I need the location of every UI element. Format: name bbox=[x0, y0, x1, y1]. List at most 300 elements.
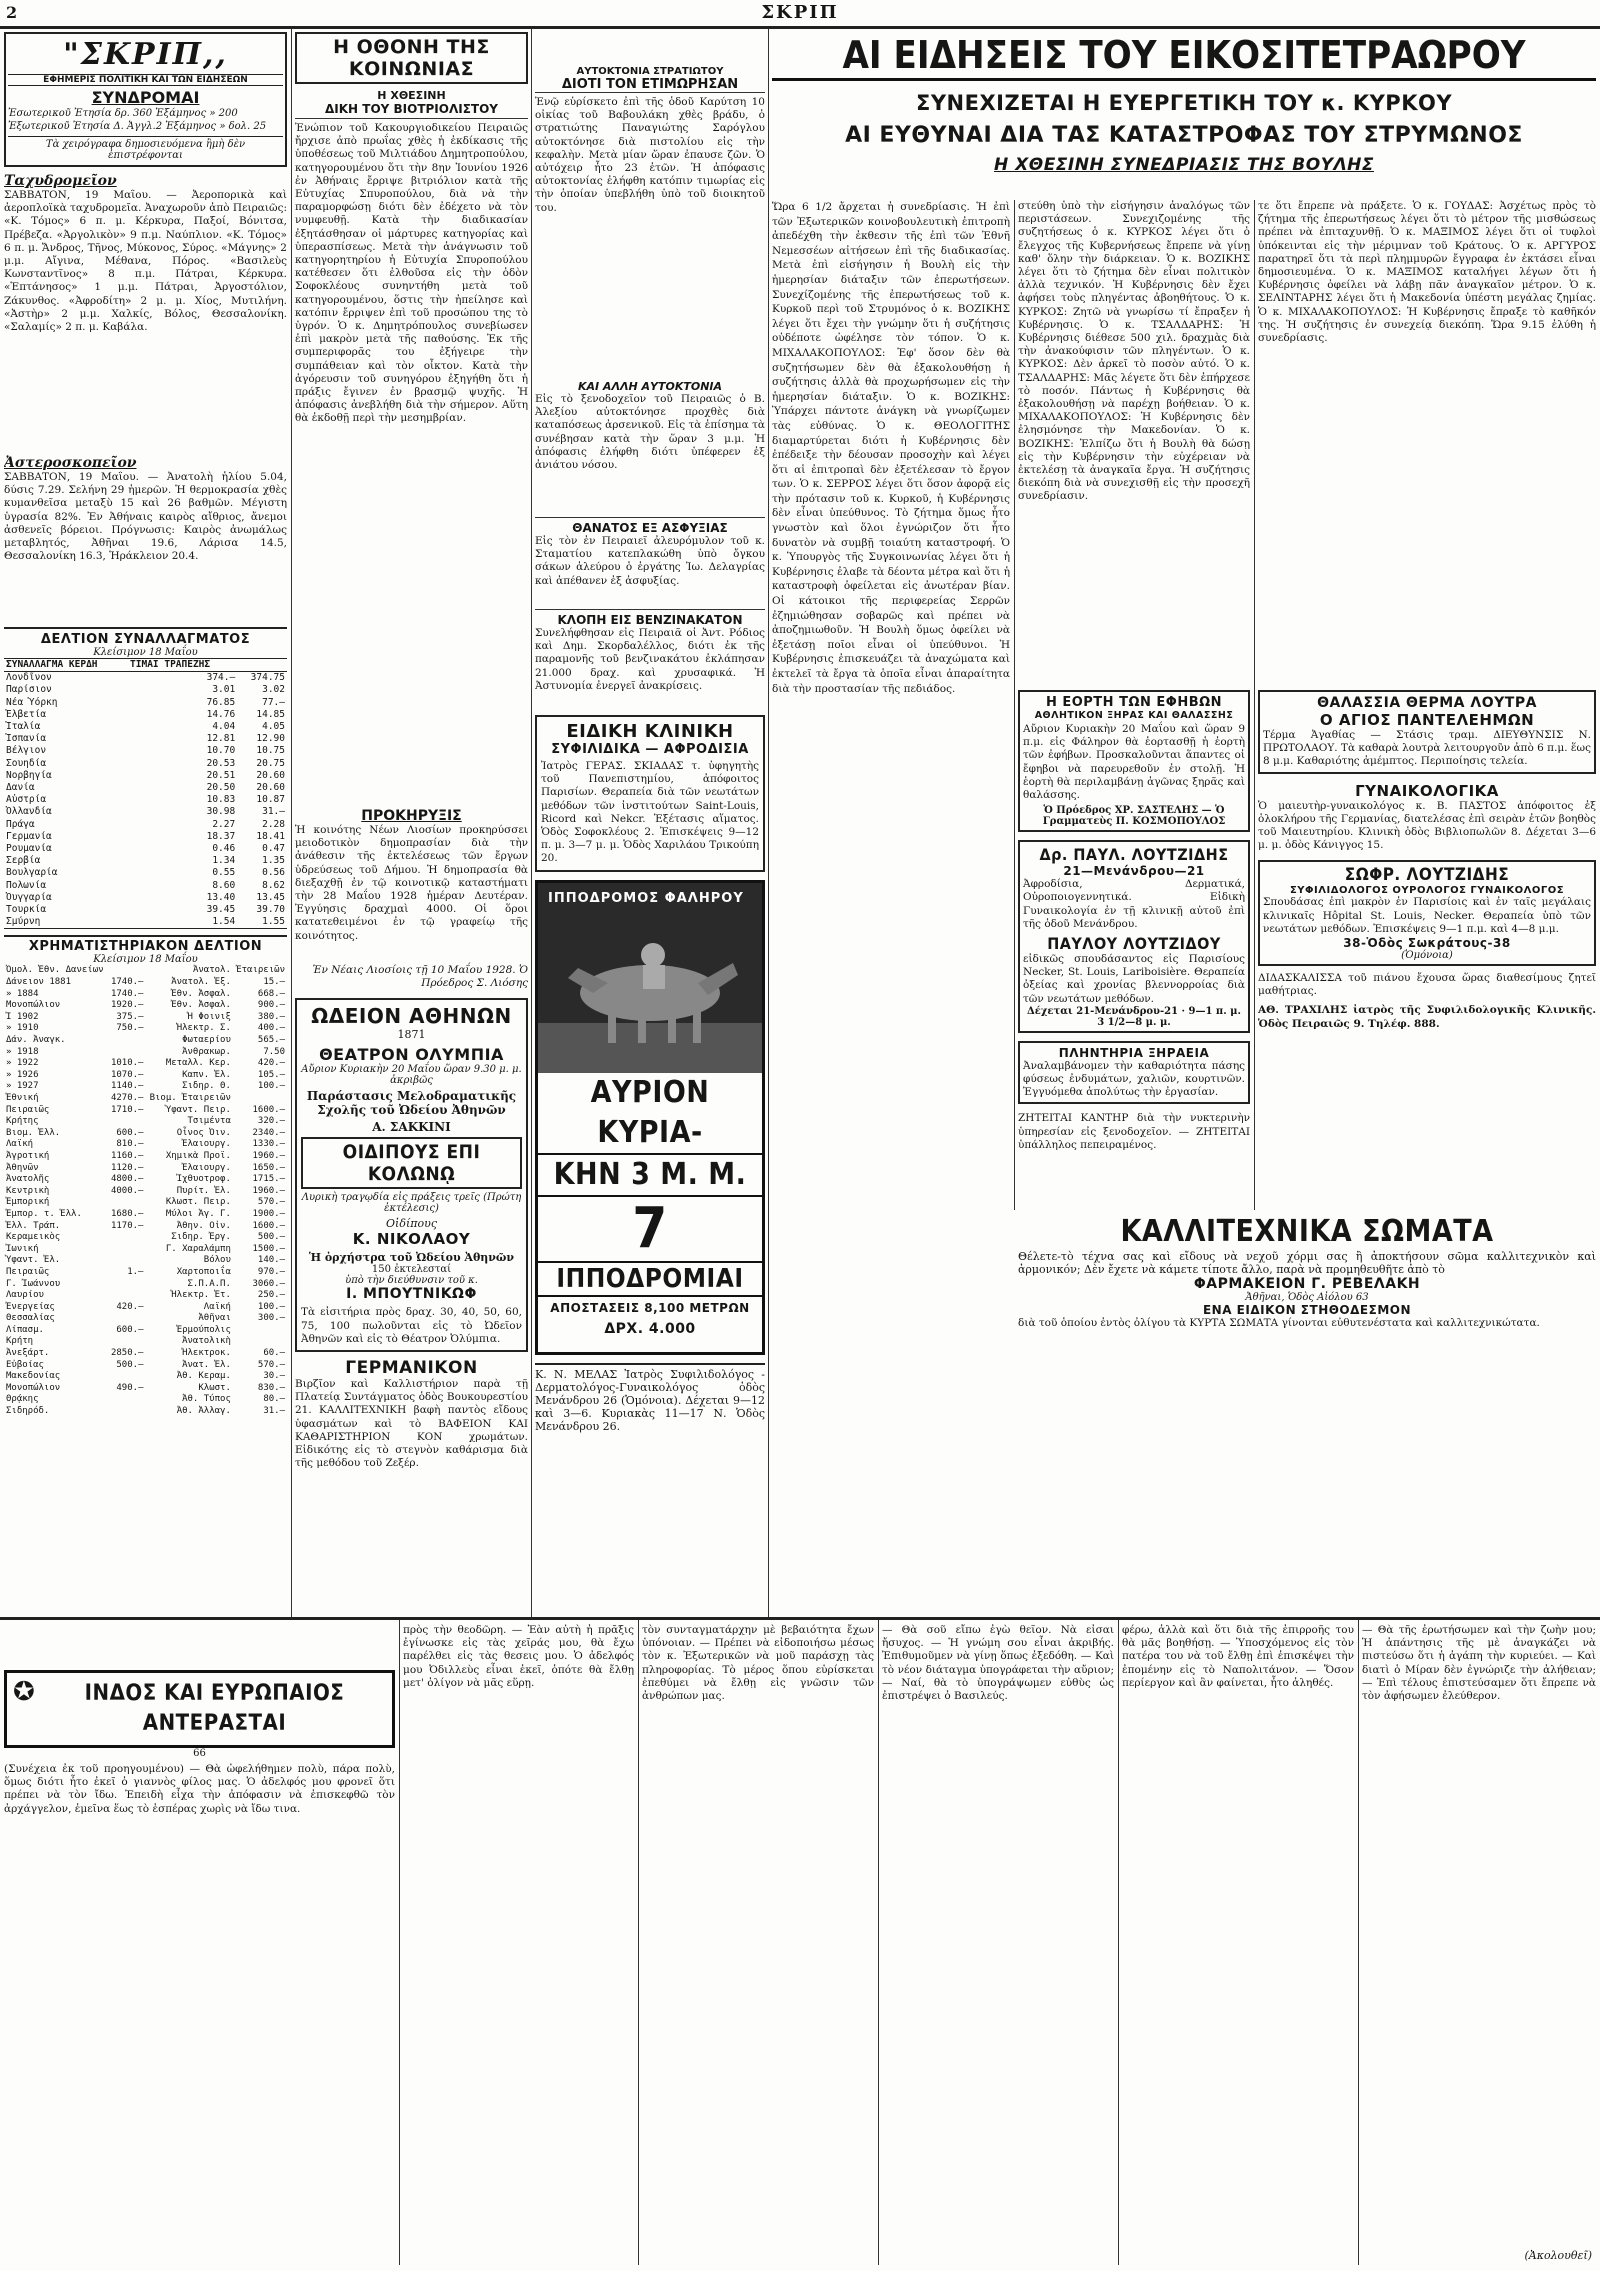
table-cell: 570.— bbox=[257, 1359, 285, 1370]
bourse-row bbox=[4, 1209, 287, 1221]
table-cell: Ἡλεκτρ. Ἐτ. bbox=[171, 1290, 231, 1301]
table-cell: Λαυρίου bbox=[6, 1290, 44, 1301]
logo: "ΣΚΡΙΠ,, bbox=[63, 37, 228, 72]
logo-subtitle: ΕΦΗΜΕΡΙΣ ΠΟΛΙΤΙΚΗ ΚΑΙ ΤΩΝ ΕΙΔΗΣΕΩΝ bbox=[8, 74, 283, 86]
table-cell: Ἰταλία bbox=[6, 721, 41, 733]
table-cell bbox=[108, 1394, 145, 1406]
table-cell bbox=[108, 1244, 145, 1256]
table-cell: 77.— bbox=[262, 696, 285, 708]
race-time: ΚΗΝ 3 Μ. Μ. bbox=[538, 1155, 762, 1197]
table-cell: 1070.— bbox=[110, 1069, 144, 1080]
loutzidis2-title: ΠΑΥΛΟΥ ΛΟΥΤΖΙΔΟΥ bbox=[1047, 934, 1221, 954]
deck-1: ΣΥΝΕΧΙΖΕΤΑΙ Η ΕΥΕΡΓΕΤΙΚΗ ΤΟΥ κ. ΚΥΡΚΟΥ bbox=[915, 91, 1453, 115]
table-cell bbox=[108, 1371, 145, 1383]
sofr-loutzidis-ad bbox=[1258, 860, 1596, 966]
table-cell: Σιδηρόδ. bbox=[6, 1406, 50, 1417]
table-cell: Ἐρμούπολις bbox=[176, 1324, 231, 1335]
table-cell: 12.81 bbox=[206, 733, 236, 745]
table-cell: 4270.— bbox=[110, 1093, 144, 1103]
table-cell bbox=[233, 1093, 287, 1105]
loutzidis2-hours: Δέχεται 21-Μενάνδρου-21 · 9—1 π. μ. 3 1/2—8 μ. μ. bbox=[1027, 1005, 1241, 1028]
table-cell: 420.— bbox=[116, 1301, 144, 1312]
article-kicker: Η ΧΘΕΣΙΝΗ bbox=[377, 89, 446, 102]
table-cell: Καπν. Ἐλ. bbox=[182, 1069, 231, 1080]
column-news bbox=[535, 32, 765, 1614]
serial-banner bbox=[4, 1670, 395, 1748]
table-cell: Δάνειον 1881 bbox=[6, 977, 72, 988]
german-text: Βιρζῖον καὶ Καλλιστήριον παρὰ τῇ Πλατείᾳ Συντάγματος ὁδὸς Βουκουρεστίου 21. ΚΑΛΛΙΤΕΧΝΙΚΗ βαφὴ παντὸς εἴδους ὑφασμάτων καὶ τὸ ΒΑΦΕΙΟΝ ΚΑΙ ΚΑΘΑΡΙΣΤΗΡΙΟΝ ΚΟΝ χρωμάτων. Εἰδικότης εἰς τὸ στεγνὸν καθάρισμα διὰ τῆς μεθόδου τοῦ Ζεξέρ. bbox=[295, 1378, 528, 1470]
section-banner bbox=[295, 32, 528, 84]
serial-number: 66 bbox=[193, 1748, 206, 1759]
table-cell: Σιδηρ. Ἐργ. bbox=[171, 1232, 231, 1243]
table-cell: Μακεδονίας bbox=[6, 1371, 61, 1382]
serial-col-6 bbox=[1362, 1624, 1596, 2266]
table-cell: 105.— bbox=[257, 1069, 285, 1080]
table-cell: Ἀθ. Ἀλλαγ. bbox=[176, 1406, 231, 1417]
table-cell: Κεντρικὴ bbox=[6, 1185, 50, 1196]
race-prize: ΔΡΧ. 4.000 bbox=[604, 1320, 696, 1337]
table-cell: 1710.— bbox=[110, 1104, 144, 1115]
corsets-text: Θέλετε-τὸ τέχνα σας καὶ εἴδους νὰ νεχοῦ χόρμι σας ἢ ἀποκτήσουν σῶμα καλλιτεχνικὸν καὶ ἀρμονικόν; Δὲν ἔχετε νὰ κάμετε τίποτε ἄλλο, παρὰ νὰ προμηθευθῆτε ἀπὸ τὸ bbox=[1018, 1250, 1596, 1277]
table-cell: 1.— bbox=[127, 1266, 144, 1277]
table-header-cell: ΣΥΝΑΛΛΑΓΜΑ ΚΕΡΔΗ bbox=[4, 659, 128, 672]
table-cell: 2.28 bbox=[262, 818, 285, 830]
sofr-loutzidis-note: (Ὁμόνοια) bbox=[1401, 950, 1453, 962]
table-cell: Οἶνος Ὀιν. bbox=[176, 1127, 231, 1138]
article-body: Εἰς τὸ ξενοδοχεῖον τοῦ Πειραιῶς ὁ Β. Ἀλεξίου αὐτοκτόνησε προχθὲς διὰ καταπόσεως ἀρσενικοῦ. Εἰς τὰ ἐπίσημα τὰ συνέβησαν κατὰ τὴν ὥραν 3 μ.μ. Ἡ ἀπόφασις ἐλήφθη διότι ὑπέφερεν ἐξ ἀνιάτου νόσου. bbox=[535, 393, 765, 472]
astro-text: ΣΑΒΒΑΤΟΝ, 19 Μαΐου. — Ἀνατολὴ ἡλίου 5.04, δύσις 7.29. Σελήνη 29 ἡμερῶν. Ἡ θερμοκρασία χθὲς κυμανθεῖσα μεταξὺ 15 καὶ 26 βαθμῶν. Μέγιστη ὑγρασία 82%. Ἐν Ἀθήναις καιρὸς αἴθριος, ἄνεμοι ἀσθενεῖς βόρειοι. Πρόγνωσις: Καιρὸς ἀνωμάλως μεταβλητός, Ἀθῆναι 19.6, Λάρισα 14.5, Θεσσαλονίκη 16.3, Ἡράκλειον 20.4. bbox=[4, 471, 287, 563]
bourse-title: ΧΡΗΜΑΤΙΣΤΗΡΙΑΚΟΝ ΔΕΛΤΙΟΝ bbox=[4, 935, 287, 954]
table-cell: 12.90 bbox=[256, 733, 285, 745]
bourse-row bbox=[4, 1244, 287, 1256]
serial-col-2 bbox=[403, 1624, 634, 2266]
bourse-row bbox=[4, 1012, 287, 1024]
table-cell: Ἐμπορ. τ. Ἑλλ. bbox=[6, 1208, 82, 1219]
table-cell: Νορβηγία bbox=[6, 769, 52, 781]
table-cell: 18.41 bbox=[256, 830, 285, 842]
table-cell: 1715.— bbox=[252, 1174, 285, 1185]
cleaning-text: Ἀναλαμβάνομεν τὴν καθαριότητα πάσης φύσεως ἐνδυμάτων, χαλιῶν, κουρτινῶν. Ἐγγυόμεθα ἀπολύτως τὴν ἐργασίαν. bbox=[1023, 1059, 1245, 1099]
table-cell: 500.— bbox=[116, 1359, 144, 1370]
ephebes-title: Η ΕΟΡΤΗ ΤΩΝ ΕΦΗΒΩΝ bbox=[1045, 695, 1223, 710]
table-cell: 18.37 bbox=[206, 830, 236, 842]
baths-title: ΘΑΛΑΣΣΙΑ ΘΕΡΜΑ ΛΟΥΤΡΑ bbox=[1317, 695, 1537, 711]
table-cell: 830.— bbox=[257, 1382, 285, 1393]
table-cell: Βιομ. Ἑλλ. bbox=[6, 1127, 61, 1138]
table-cell: Βέλγιον bbox=[6, 745, 47, 757]
doctor-trachilis-ad: ΑΘ. ΤΡΑΧΙΛΗΣ ἰατρὸς τῆς Συφιλιδολογικῆς Κλινικῆς. Ὁδὸς Πειραιῶς 9. Τηλέφ. 888. bbox=[1258, 1004, 1596, 1030]
table-cell bbox=[108, 1255, 145, 1267]
table-cell: 1600.— bbox=[252, 1220, 285, 1231]
notice-title: ΠΡΟΚΗΡΥΞΙΣ bbox=[361, 808, 462, 824]
opera-singer: Κ. ΝΙΚΟΛΑΟΥ bbox=[352, 1230, 471, 1249]
table-cell: 750.— bbox=[116, 1023, 144, 1034]
table-cell: 31.— bbox=[262, 806, 285, 818]
fx-row bbox=[4, 684, 287, 696]
table-cell: 1650.— bbox=[252, 1162, 285, 1173]
choir: 150 ἐκτελεσταί bbox=[371, 1264, 452, 1276]
fx-row bbox=[4, 855, 287, 867]
bourse-row bbox=[4, 1139, 287, 1151]
fx-row bbox=[4, 867, 287, 879]
table-cell: Ἀθ. Τύπος bbox=[182, 1394, 231, 1405]
notice-body: Ἡ κοινότης Νέων Λιοσίων προκηρύσσει μειοδοτικὸν δημοπρασίαν διὰ τὴν ἀνάθεσιν τῆς ἐκτελέσεως τῶν ἔργων ὑδρεύσεως τοῦ Δήμου. Ἡ δημοπρασία θὰ διεξαχθῇ ἐν τῷ κοινοτικῷ καταστήματι τὴν 28 Μαΐου 1928 ἡμέραν Δευτέραν. Ἐγγύησις δραχμαὶ 4000. Οἱ ὅροι κατατεθειμένοι ἐν τῷ γραφείῳ τῆς κοινότητος. bbox=[295, 824, 528, 942]
serial-text: — Θὰ τῆς ἐρωτήσωμεν καὶ τὴν ζωὴν μου; Ἡ ἀπάντησις τῆς μὲ ἀναγκάζει νὰ πιστεύσω ὅτι ἡ ἀγάπη τὴν κυριεύει. — Καὶ διατὶ ὁ Μίραν δὲν ἐγνώριζε τὴν ἀλήθειαν; — Ἐπὶ τέλους ἐπιστεύσαμεν ὅτι ἔπρεπε νὰ τὸν ἀφήσωμεν ἐλεύθερον. bbox=[1362, 1624, 1596, 1703]
table-cell: 100.— bbox=[257, 1081, 285, 1092]
parliament-text: Ὥρα 6 1/2 ἄρχεται ἡ συνεδρίασις. Ἡ ἐπὶ τῶν Ἐξωτερικῶν κοινοβουλευτικὴ ἐπιτροπὴ ἀπεδέχθη τὴν ἐκθεσιν τῆς ἐπὶ τῶν Ἐθνῆ Νεμεσσέων αἰτήσεων ἐπὶ τῆς διαδικασίας. Μετὰ ἐπὶ εἰσήγησιν ἡ Βουλὴ εἰς τὴν ἡμερησίαν διάταξιν τῶν ἐπερωτήσεων. Συνεχίζομένης τῆς ἐπερωτήσεως τοῦ κ. Κυρκοῦ περὶ τοῦ Στρυμόνος ὁ κ. ΒΟΖΙΚΗΣ λέγει ὅτι ἔχει τὴν γνώμην ὅτι ἡ συζήτησις οὐδέποτε ὠφέλησε τὸν τόπον. Ὁ κ. ΜΙΧΑΛΑΚΟΠΟΥΛΟΣ: Ἐφ' ὅσον δὲν θὰ συζητήσωμεν δὲν θὰ ἐξακολουθήσῃ ἡ συζήτησις ἀλλὰ θὰ προχωρήσωμεν εἰς τὴν ἡμερησίαν διάταξιν. Ὁ κ. ΒΟΖΙΚΗΣ: Ὑπάρχει πάντοτε ἀνάγκη νὰ γνωρίζωμεν τὰς εὐθύνας. Ὁ κ. ΘΕΟΛΟΓΙΤΗΣ διαμαρτύρεται διότι ἡ Κυβέρνησις δὲν ἐπέδειξε τὴν δέουσαν προσοχὴν καὶ λέγει ὅτι αἱ ἐπιτροπαὶ δὲν ἐξετέλεσαν τὸ ἔργον των. Ὁ κ. ΣΕΡΡΟΣ λέγει ὅτι ὅσον ἀφορᾷ εἰς τὴν πρότασιν τοῦ κ. Κυρκοῦ, ἡ Κυβέρνησις δὲν εἶναι ὑπεύθυνος. Τὸ ζήτημα ὅμως ἦτο γνωστὸν καὶ ὅλοι ἐγνώριζον ὅτι ἦτο δυνατὸν νὰ συμβῇ τοιαύτη καταστροφή. Ὁ κ. Ὑπουργὸς τῆς Συγκοινωνίας λέγει ὅτι ἡ Κυβέρνησις ἐλαβε τὰ δέοντα μέτρα καὶ ὅτι ἡ καταστροφὴ ὀφείλεται εἰς ἀνωτέραν βίαν. Οἱ κάτοικοι τῆς περιφερείας Σερρῶν ἐζημιώθησαν σοβαρῶς καὶ πρέπει νὰ ἀποζημιωθοῦν. Ἡ Βουλὴ ὅμως ὀφείλει νὰ ἐξετάσῃ ποῖοι εἶναι οἱ ὑπεύθυνοι. Ἡ Κυβέρνησις ἐπισκευάζει τὰ ἀναχώματα καὶ ἐκτελεῖ τὰ ἔργα τὰ ὁποῖα εἶναι ἀπαραίτητα διὰ τὴν προστασίαν τῆς πεδιάδος. bbox=[772, 201, 1010, 695]
table-cell: 668.— bbox=[257, 988, 285, 999]
fx-row bbox=[4, 697, 287, 709]
serial-text: πρὸς τὴν θεοδῶρη. — Ἐὰν αὐτὴ ἡ πρᾶξις ἐγίνωσκε εἰς τὰς χεῖράς μου, θὰ ἔχω παρέλθει εἰς τὰς θεσεις μου. Ὁ ἀδελφός μου Ὀδιλλεὺς εἶναι ἐκεῖ, ὁπότε θὰ ἔλθῃ μετ' ὀλίγον νὰ μᾶς εὕρῃ. bbox=[403, 1624, 634, 1689]
table-cell: 250.— bbox=[257, 1290, 285, 1301]
table-cell: 10.87 bbox=[256, 794, 285, 806]
bourse-row bbox=[4, 1255, 287, 1267]
bourse-table bbox=[4, 965, 287, 1417]
article-title: ΘΑΝΑΤΟΣ ΕΞ ΑΣΦΥΞΙΑΣ bbox=[535, 517, 765, 535]
bourse-row bbox=[4, 1116, 287, 1128]
table-cell: 1160.— bbox=[110, 1150, 144, 1161]
fx-row bbox=[4, 892, 287, 904]
table-cell: Ἰχθυοτροφ. bbox=[176, 1174, 231, 1185]
table-cell: Κλωστ. Πειρ. bbox=[165, 1197, 231, 1208]
table-cell: 10.83 bbox=[206, 794, 236, 806]
table-cell: Κρήτη bbox=[6, 1336, 34, 1347]
table-cell: 374.75 bbox=[250, 672, 285, 684]
article-body: Ἐνῷ εὑρίσκετο ἐπὶ τῆς ὁδοῦ Καρύτση 10 οἰκίας τοῦ Βαβουλάκη χθὲς βράδυ, ὁ στρατιώτης Παναγιώτης Σαρόγλου αὐτοκτόνησε διὰ πιστολίου εἰς τὴν κεφαλὴν. Μετὰ μίαν ὥραν ἐπαυσε ζῶν. Ὁ αὐτόχειρ ἦτο 23 ἐτῶν. Ἡ ἀπόφασις αὐτοκτονίας ἐλήφθη κατόπιν τιμωρίας εἰς τὴν ὁποίαν ὑπεβλήθη ὑπὸ τοῦ διοικητοῦ του. bbox=[535, 96, 765, 214]
table-cell: Ὀυγγαρία bbox=[6, 891, 52, 903]
table-cell: » 1918 bbox=[6, 1046, 39, 1057]
opera-role: Οἰδίπους bbox=[386, 1217, 437, 1231]
table-cell: Ἰωνική bbox=[6, 1243, 39, 1254]
table-cell: Φωταερίου bbox=[182, 1035, 231, 1046]
table-cell: Βόλου bbox=[203, 1255, 231, 1266]
table-cell bbox=[108, 1406, 145, 1418]
table-cell: Νέα Ὑόρκη bbox=[6, 696, 58, 708]
deck-2: ΑΙ ΕΥΘΥΝΑΙ ΔΙΑ ΤΑΣ ΚΑΤΑΣΤΡΟΦΑΣ ΤΟΥ ΣΤΡΥΜΩΝΟΣ bbox=[845, 123, 1523, 148]
table-cell: 31.— bbox=[263, 1406, 285, 1417]
manuscripts-note: Τὰ χειρόγραφα δημοσιευόμενα ἢμὴ δὲν ἐπιστρέφονται bbox=[8, 136, 283, 161]
sidebar bbox=[4, 32, 287, 1614]
fx-row bbox=[4, 819, 287, 831]
clinic-sub: ΣΥΦΙΛΙΔΙΚΑ — ΑΦΡΟΔΙΣΙΑ bbox=[551, 742, 749, 757]
race-races: ΙΠΠΟΔΡΟΜΙΑΙ bbox=[538, 1261, 762, 1297]
opera-title: ΟΙΔΙΠΟΥΣ ΕΠΙ ΚΟΛΩΝῼ bbox=[301, 1137, 522, 1189]
table-cell: Σιδηρ. Θ. bbox=[182, 1081, 231, 1092]
table-cell: Θεσσαλίας bbox=[6, 1313, 55, 1324]
fx-row bbox=[4, 733, 287, 745]
table-cell: Μονοπώλιον bbox=[6, 1382, 61, 1393]
bourse-row bbox=[4, 989, 287, 1001]
fx-table bbox=[4, 658, 287, 929]
wanted-ad: ΖΗΤΕΙΤΑΙ ΚΑΝΤΗΡ διὰ τὴν νυκτερινὴν ὑπηρεσίαν εἰς ξενοδοχεῖον. — ΖΗΤΕΙΤΑΙ ὑπάλληλος πεπειραμένος. bbox=[1018, 1112, 1250, 1151]
table-cell: Παρίσιον bbox=[6, 684, 52, 696]
astro-title: Ἀστεροσκοπεῖον bbox=[4, 455, 137, 471]
bourse-row bbox=[4, 965, 287, 977]
fx-row bbox=[4, 806, 287, 818]
gyn-text: Ὁ μαιευτὴρ-γυναικολόγος κ. Β. ΠΑΣΤΟΣ ἀπόφοιτος ἐξ ὁλοκλήρου τῆς Γερμανίας, διατελέσας ἐπὶ σειρὰν ἐτῶν βοηθὸς τοῦ Μαιευτηρίου. Κλινικὴ ὁδὸς Βιβλιοπωλῶν 8. Δέχεται 3—6 μ. μ. ὁδὸς Κάνιγγος 15. bbox=[1258, 799, 1596, 852]
table-cell: 565.— bbox=[257, 1035, 285, 1046]
table-cell: Ἀνατολ. bbox=[192, 965, 231, 976]
table-cell: 20.53 bbox=[206, 757, 236, 769]
table-cell: Τσιμέντα bbox=[187, 1116, 231, 1127]
table-cell: Ἀθ. Κεραμ. bbox=[176, 1371, 231, 1382]
table-cell: Ἀθην. Οἰν. bbox=[176, 1220, 231, 1231]
table-cell: Ἀνατολικὴ bbox=[182, 1336, 231, 1347]
odeion-title: ΩΔΕΙΟΝ ΑΘΗΝΩΝ bbox=[311, 1004, 512, 1029]
table-cell: Κλωστ. bbox=[198, 1382, 231, 1393]
table-cell: Γ. Χαραλάμπη bbox=[165, 1243, 231, 1254]
clinic-ad bbox=[535, 715, 765, 872]
table-cell: Ἑλλ. Τράπ. bbox=[6, 1220, 61, 1231]
bourse-row bbox=[4, 1151, 287, 1163]
table-cell bbox=[108, 1313, 145, 1325]
perf-desc: Παράστασις Μελοδραματικῆς Σχολῆς τοῦ Ὠδείου Ἀθηνῶν bbox=[306, 1089, 517, 1118]
table-cell: Τουρκία bbox=[6, 904, 47, 916]
table-cell: Ἀνατολ. Ἐξ. bbox=[171, 977, 231, 988]
table-cell: Ἐθνική bbox=[6, 1093, 39, 1103]
table-cell: 1740.— bbox=[110, 977, 144, 988]
bourse-row bbox=[4, 1336, 287, 1348]
odeion-year: 1871 bbox=[397, 1028, 426, 1042]
serial-title: ΙΝΔΟΣ ΚΑΙ ΕΥΡΩΠΑΙΟΣ ΑΝΤΕΡΑΣΤΑΙ bbox=[84, 1681, 345, 1736]
bourse-row bbox=[4, 1232, 287, 1244]
table-cell: Σερβία bbox=[6, 855, 41, 867]
bourse-row bbox=[4, 1047, 287, 1059]
table-cell: 1330.— bbox=[252, 1139, 285, 1150]
lessons-ad: ΔΙΔΑΣΚΑΛΙΣΣΑ τοῦ πιάνου ἔχουσα ὥρας διαθεσίμους ζητεῖ μαθήτριας. bbox=[1258, 972, 1596, 998]
table-cell: Μεταλλ. Κερ. bbox=[165, 1058, 231, 1069]
table-cell: 375.— bbox=[116, 1011, 144, 1022]
table-cell: 1.54 bbox=[212, 916, 236, 928]
table-cell bbox=[108, 1116, 145, 1128]
table-cell: 14.76 bbox=[206, 708, 236, 720]
race-illustration bbox=[538, 883, 762, 1073]
bourse-row bbox=[4, 1371, 287, 1383]
table-cell: Ἰ 1902 bbox=[6, 1011, 39, 1022]
table-cell: 7.50 bbox=[263, 1046, 285, 1057]
bourse-row bbox=[4, 1290, 287, 1302]
table-cell: 4000.— bbox=[110, 1185, 144, 1196]
table-cell: 0.55 bbox=[212, 867, 236, 879]
table-cell: 380.— bbox=[257, 1011, 285, 1022]
table-header-cell bbox=[237, 659, 287, 672]
star-icon: ✪ bbox=[13, 1677, 35, 1707]
fx-row bbox=[4, 843, 287, 855]
table-cell: 2850.— bbox=[110, 1348, 144, 1359]
table-cell: 14.85 bbox=[256, 708, 285, 720]
table-cell: » 1926 bbox=[6, 1069, 39, 1080]
main-col-c bbox=[1258, 200, 1596, 1210]
table-cell: 3.02 bbox=[262, 684, 285, 696]
baths-text: Τέρμα Ἀγαθίας — Στάσις τραμ. ΔΙΕΥΘΥΝΣΙΣ Ν. ΠΡΩΤΟΛΑΟΥ. Τὰ καθαρὰ λουτρὰ λειτουργοῦν ἀπὸ 6 π.μ. ἕως 8 μ.μ. Καθαριότης ἀμέμπτος. Περιποίησις τελεία. bbox=[1263, 729, 1591, 768]
bourse-row bbox=[4, 1035, 287, 1047]
table-cell: 3060.— bbox=[252, 1278, 285, 1289]
baths-name: Ο ΑΓΙΟΣ ΠΑΝΤΕΛΕΗΜΩΝ bbox=[1319, 711, 1535, 729]
table-cell: Δάν. Ἀναγκ. bbox=[6, 1035, 66, 1046]
table-cell: Ἐθν. Ἀσφαλ. bbox=[171, 988, 231, 999]
table-cell: Αὐστρία bbox=[6, 794, 47, 806]
table-cell: Ὀμολ. Ἐθν. Δανείων bbox=[6, 965, 104, 976]
table-cell: Ἡλεκτρ. Σ. bbox=[176, 1023, 231, 1034]
bourse-row bbox=[4, 1383, 287, 1395]
article-body: Εἰς τὸν ἐν Πειραιεῖ ἀλευρόμυλον τοῦ κ. Σταματίου κατεπλακώθη ὑπὸ ὄγκου σάκων ἀλεύρου ὁ ἐργάτης Ἰω. Δελαγρίας καὶ ἀπέθανεν ἐξ ἀσφυξίας. bbox=[535, 535, 765, 587]
table-cell: » 1910 bbox=[6, 1023, 39, 1034]
composer: Α. ΣΑΚΚΙΝΙ bbox=[372, 1120, 451, 1135]
main-col-b bbox=[1018, 200, 1250, 1210]
table-cell bbox=[108, 1336, 145, 1348]
table-cell: Ἐθν. Ἀσφαλ. bbox=[171, 1000, 231, 1011]
table-cell: 1170.— bbox=[110, 1220, 144, 1231]
bourse-date: Κλείσιμον 18 Μαΐου bbox=[93, 954, 198, 966]
table-cell: Βιομ. Ἐταιρειῶν bbox=[149, 1093, 231, 1103]
clinic-text: Ἰατρὸς ΓΕΡΑΣ. ΣΚΙΑΔΑΣ τ. ὑφηγητὴς τοῦ Πανεπιστημίου, ἀπόφοιτος Παρισίων. Θεραπεία διὰ τῶν νεωτάτων μεθόδων τῶν ἰνστιτούτων Saint-Louis, Ricord καὶ Nekcr. Ἐξέτασις αἵματος. Ὁδὸς Σοφοκλέους 2. Ἐπισκέψεις 9—12 π. μ. 3—7 μ. μ. Ὁδὸς Χαριλάου Τρικούπη 20. bbox=[541, 760, 759, 865]
table-cell: Πειραιῶς bbox=[6, 1104, 50, 1115]
table-cell: 900.— bbox=[257, 1000, 285, 1011]
serial-col-5 bbox=[1122, 1624, 1354, 2266]
main-headline-block bbox=[772, 32, 1596, 200]
doctor-ad: Κ. Ν. ΜΕΛΑΣ Ἰατρὸς Συφιλιδολόγος - Δερματολόγος-Γυναικολόγος ὁδὸς Μενάνδρου 26 (Ὁμόνοια). Δέχεται 9—12 καὶ 3—6. Κυριακὰς 11—17 Ν. Ὁδὸς Μενάνδρου 26. bbox=[535, 1363, 765, 1434]
bourse-row bbox=[4, 1221, 287, 1233]
table-cell bbox=[108, 1035, 145, 1047]
opera-sub: Λυρικὴ τραγῳδία εἰς πράξεις τρεῖς (Πρώτη ἐκτέλεσις) bbox=[301, 1192, 522, 1215]
table-cell: Λίπασμ. bbox=[6, 1324, 44, 1335]
table-cell: 13.45 bbox=[256, 891, 285, 903]
article-title: ΚΑΙ ΑΛΛΗ ΑΥΤΟΚΤΟΝΙΑ bbox=[577, 380, 723, 393]
table-cell: 15.— bbox=[263, 977, 285, 988]
table-cell: Εὐβοίας bbox=[6, 1359, 44, 1370]
bourse-row bbox=[4, 1023, 287, 1035]
ephebes-text: Αὔριον Κυριακὴν 20 Μαΐου καὶ ὥραν 9 π.μ. εἰς Φάληρον θὰ ἑορτασθῇ ἡ ἑορτὴ τῶν ἐφήβων. Προσκαλοῦνται ἅπαντες οἱ ἔφηβοι νὰ παρευρεθοῦν ἐν στολῇ. Ἡ ἑορτὴ θὰ περιλαμβάνῃ ἀγῶνας ξηρᾶς καὶ θαλάσσης. bbox=[1023, 723, 1245, 802]
table-cell: » 1922 bbox=[6, 1058, 39, 1069]
conductor-label: ὑπὸ τὴν διεύθυνσιν τοῦ κ. bbox=[345, 1275, 478, 1287]
table-cell: 320.— bbox=[257, 1116, 285, 1127]
article-title: ΔΙΟΤΙ ΤΟΝ ΕΤΙΜΩΡΗΣΑΝ bbox=[535, 77, 765, 93]
column-society bbox=[295, 32, 528, 1614]
fx-row bbox=[4, 770, 287, 782]
page-number: 2 bbox=[6, 3, 18, 22]
subscriptions-row: Ἐξωτερικοῦ Ἐτησία Δ. Ἀγγλ.2 Ἑξάμηνος » δολ. 25 bbox=[8, 121, 267, 132]
corsets-title: ΚΑΛΛΙΤΕΧΝΙΚΑ ΣΩΜΑΤΑ bbox=[1120, 1214, 1494, 1249]
table-cell: 4.05 bbox=[262, 721, 285, 733]
bourse-row bbox=[4, 1174, 287, 1186]
sofr-loutzidis-sub: ΣΥΦΙΛΙΔΟΛΟΓΟΣ ΟΥΡΟΛΟΓΟΣ ΓΥΝΑΙΚΟΛΟΓΟΣ bbox=[1289, 885, 1565, 897]
table-cell: Ἀνεξάρτ. bbox=[6, 1348, 50, 1359]
fx-row bbox=[4, 831, 287, 843]
serial-text: (Συνέχεια ἐκ τοῦ προηγουμένου) — Θὰ ὠφελήθημεν πολὺ, πάρα πολὺ, ὅμως διότι ἦτο ἐκεῖ ὁ γιαννὸς φίλος μας. Ὁ ἀδελφός μου φρονεῖ ὅτι πρέπει νὰ τὸν ἴδω. Ἐπειδὴ εἶχα τὴν ἀπόφασιν νὰ ἐπισκεφθῶ τὸν ἀρχάγγελον, ἐμεῖνα ἕως τὸ ἑσπέρας χωρὶς νὰ ἴδω τινα. bbox=[4, 1763, 395, 1815]
table-cell: 1740.— bbox=[110, 988, 144, 999]
table-cell: 374.— bbox=[206, 672, 236, 684]
bourse-row bbox=[4, 1302, 287, 1314]
logo-box bbox=[4, 32, 287, 167]
table-cell: 1960.— bbox=[252, 1185, 285, 1196]
table-cell: Ρουμανία bbox=[6, 843, 52, 855]
deck-3: Η ΧΘΕΣΙΝΗ ΣΥΝΕΔΡΙΑΣΙΣ ΤΗΣ ΒΟΥΛΗΣ bbox=[993, 155, 1375, 175]
fx-date: Κλείσιμον 18 Μαΐου bbox=[93, 647, 198, 658]
table-cell: Σμύρνη bbox=[6, 916, 41, 928]
corsets-addr: Ἀθῆναι, Ὁδὸς Αἰόλου 63 bbox=[1245, 1292, 1369, 1304]
bourse-row bbox=[4, 1313, 287, 1325]
table-cell: Ἐλαιουργ. bbox=[182, 1162, 231, 1173]
loutzidis-addr: 21—Μενάνδρου—21 bbox=[1063, 864, 1205, 879]
article-body: Συνελήφθησαν εἰς Πειραιᾶ οἱ Ἀντ. Ρόδιος καὶ Δημ. Σκορδαλέλλος, διότι ἐκ τῆς παραμονῆς τοῦ βενζινακάτου ἐκλάπησαν 21.000 δραχ. καὶ χρυσαφικά. Ἡ Ἀστυνομία ἐνεργεῖ ἀνακρίσεις. bbox=[535, 627, 765, 692]
table-cell: 0.56 bbox=[262, 867, 285, 879]
race-count: 7 bbox=[632, 1195, 668, 1261]
table-cell: Ἀνατολῆς bbox=[6, 1174, 50, 1185]
table-cell: Ὀλλανδία bbox=[6, 806, 52, 818]
table-cell bbox=[108, 1290, 145, 1302]
bourse-row bbox=[4, 1093, 287, 1105]
ephebes-sign: Ὁ Πρόεδρος ΧΡ. ΣΑΣΤΕΛΗΣ — Ὁ Γραμματεὺς Π. ΚΟΣΜΟΠΟΥΛΟΣ bbox=[1042, 805, 1226, 828]
table-cell: Θρᾴκης bbox=[6, 1394, 39, 1405]
sofr-loutzidis-text: Σπουδάσας ἐπὶ μακρὸν ἐν Παρισίοις καὶ ἐν ταῖς μεγάλαις κλινικαῖς Hôpital St. Louis, Necker. Θεραπεία ὑπὸ τῶν νεωτάτων μεθόδων. Ἐπισκέψεις 9—1 π.μ. καὶ 4—8 μ.μ. bbox=[1263, 896, 1591, 935]
table-header-cell: ΤΙΜΑΙ ΤΡΑΠΕΖΗΣ bbox=[128, 659, 237, 672]
orchestra: Ἡ ὀρχήστρα τοῦ Ὠδείου Ἀθηνῶν bbox=[308, 1251, 515, 1265]
fx-row bbox=[4, 758, 287, 770]
gyn-title: ΓΥΝΑΙΚΟΛΟΓΙΚΑ bbox=[1355, 781, 1499, 800]
table-cell: Χημικὰ Προϊ. bbox=[165, 1150, 231, 1161]
serial-text: τὸν συνταγματάρχην μὲ βεβαιότητα ἔχων ὑπόνοιαν. — Πρέπει νὰ εἰδοποιήσω μέσως τὸν κ. Ἐξωτερικῶν νὰ μοῦ παράσχῃ τὰς πληροφορίας. Τὸ μέρος ὅπου εὑρίσκεται ἐπεθύμει νὰ ἔλθῃ εἰς γνῶσιν τῶν ἀνθρώπων μας. bbox=[642, 1624, 874, 1703]
bourse-row bbox=[4, 1186, 287, 1198]
bourse-row bbox=[4, 1406, 287, 1418]
loutzidis2-text: εἰδικῶς σπουδάσαντος εἰς Παρισίους Necker, St. Louis, Lariboisière. Θεραπεία ὀξείας καὶ χρονίας βλεννορροίας διὰ τῶν νεωτάτων μεθόδων. bbox=[1023, 953, 1245, 1005]
race-tomorrow: ΑΥΡΙΟΝ ΚΥΡΙΑ- bbox=[538, 1073, 762, 1155]
table-cell: 1140.— bbox=[110, 1081, 144, 1092]
table-cell: Σουηδία bbox=[6, 757, 47, 769]
table-cell: Ἀθηνῶν bbox=[6, 1162, 39, 1173]
perf-date: Αὔριον Κυριακὴν 20 Μαΐου ὥραν 9.30 μ. μ. ἀκριβῶς bbox=[301, 1064, 522, 1087]
table-cell: 10.70 bbox=[206, 745, 236, 757]
masthead-title: ΣΚΡΙΠ bbox=[761, 2, 839, 23]
table-cell: Λαϊκή bbox=[203, 1301, 231, 1312]
table-cell: Γ. Ἰωάννου bbox=[6, 1278, 61, 1289]
table-cell: Ἑλβετία bbox=[6, 708, 47, 720]
table-cell: 20.50 bbox=[206, 782, 236, 794]
table-cell: 1120.— bbox=[110, 1162, 144, 1173]
corsets-tail: διὰ τοῦ ὁποίου ἐντὸς ὀλίγου τὰ ΚΥΡΤΑ ΣΩΜΑΤΑ γίνονται εὐθυτενέστατα καὶ καλλιτεχνικώτατα. bbox=[1018, 1317, 1540, 1330]
serial-col-4 bbox=[882, 1624, 1114, 2266]
bourse-row bbox=[4, 1197, 287, 1209]
table-cell: 20.51 bbox=[206, 769, 236, 781]
ephebes-sub: ΑΘΛΗΤΙΚΟΝ ΞΗΡΑΣ ΚΑΙ ΘΑΛΑΣΣΗΣ bbox=[1034, 710, 1234, 721]
bourse-row bbox=[4, 1081, 287, 1093]
fx-row bbox=[4, 880, 287, 892]
table-cell: 13.40 bbox=[206, 891, 236, 903]
tickets: Τὰ εἰσιτήρια πρὸς δραχ. 30, 40, 50, 60, 75, 100 πωλοῦνται εἰς τὸ Ὠδεῖον Ἀθηνῶν καὶ εἰς τὸ Θέατρον Ὀλύμπια. bbox=[301, 1306, 522, 1345]
bourse-row bbox=[4, 1394, 287, 1406]
bourse-row bbox=[4, 1128, 287, 1140]
post-text: ΣΑΒΒΑΤΟΝ, 19 Μαΐου. — Ἀεροπορικὰ καὶ ἀεροπλοϊκὰ ταχυδρομεῖα. Ἀναχωροῦν ἀπὸ Πειραιῶς: «Κ. Τόμος» 6 π. μ. Κέρκυρα, Παξοί, Βόνιτσα, Πρέβεζα. «Ἀργολικὸν» 9 π.μ. Ναύπλιον. «Κ. Τόμος» 6 π. μ. Ἄνδρος, Τῆνος, Μύκονος, Σύρος. «Μάγνης» 2 μ.μ. Αἴγινα, Μέθανα, Πόρος. «Βασιλεὺς Κωνσταντῖνος» 8 π.μ. Πάτραι, Κέρκυρα. «Ἑπτάνησος» 1 μ.μ. Πάτραι, Ἀργοστόλιον, Ζάκυνθος. «Ἀφροδίτη» 2 μ. μ. Χίος, Μυτιλήνη. «Ἀστὴρ» 2 μ.μ. Χαλκίς, Βόλος, Θεσσαλονίκη. «Σαλαμίς» 2 π. μ. Καβάλα. bbox=[4, 189, 287, 334]
fx-row bbox=[4, 672, 287, 685]
serial-continue: (Ἀκολουθεῖ) bbox=[1524, 2249, 1592, 2262]
bourse-row bbox=[4, 1070, 287, 1082]
corsets-shop: ΦΑΡΜΑΚΕΙΟΝ Γ. ΡΕΒΕΛΑΚΗ bbox=[1193, 1276, 1421, 1293]
bourse-row bbox=[4, 1000, 287, 1012]
table-cell: Ἀνατ. Ἐλ. bbox=[182, 1359, 231, 1370]
table-cell: Μονοπώλιον bbox=[6, 1000, 61, 1011]
serial-col-3 bbox=[642, 1624, 874, 2266]
article-body: Ἐνώπιον τοῦ Κακουργιοδικείου Πειραιῶς ἤρχισε ἀπὸ πρωΐας χθὲς ἡ ἐκδίκασις τῆς ὑποθέσεως τοῦ Μιλτιάδου Δημητροπούλου, κατηγορουμένου ὅτι τὴν 8ην Ἰουνίου 1926 ἐν Ἀθήναις ἔρριψε βιτριόλιον κατὰ τῆς Εὐτυχίας Σπυροπούλου, διὰ νὰ τὴν παραμορφώσῃ διότι δὲν ἐδέχετο νὰ τὸν νυμφευθῇ. Κατὰ τὴν διαδικασίαν ἐξητάσθησαν οἱ μάρτυρες κατηγορίας καὶ ὑπερασπίσεως. Μετὰ τὴν ἀνάγνωσιν τοῦ κατηγορητηρίου ἡ Εὐτυχία Σπυροπούλου κατέθεσεν ὅτι ἐλθοῦσα εἰς τὴν ὁδὸν Σοφοκλέους συνηντήθη μετὰ τοῦ κατηγορουμένου, ὅστις τὴν ἠπείλησε καὶ κατόπιν ἔρριψεν ἐπὶ τοῦ προσώπου της τὸ ὑγρόν. Ὁ κ. Δημητρόπουλος συνεβίωσεν ἐπὶ μακρὸν μετὰ τῆς παθούσης. Ἐκ τῆς συμπεριφορᾶς του ἐξήγειρε τὴν συμπάθειαν καὶ τὸν οἶκτον. Κατὰ τὴν ἀγόρευσιν τοῦ συνηγόρου ἐξηγήθη ὅτι ἡ πράξις ἔγινεν ἐν βρασμῷ ψυχῆς. Ἡ ἀπόφασις ἀνεβλήθη διὰ τὴν σήμερον. Αὕτη θὰ ἐκδοθῇ περὶ τὴν μεσημβρίαν. bbox=[295, 122, 528, 425]
table-cell: 490.— bbox=[116, 1382, 144, 1393]
table-cell bbox=[233, 1336, 287, 1348]
table-cell: 30.98 bbox=[206, 806, 236, 818]
table-cell: 100.— bbox=[257, 1301, 285, 1312]
post-title: Ταχυδρομεῖον bbox=[4, 173, 117, 189]
table-cell: Χαρτοποιΐα bbox=[176, 1266, 231, 1277]
table-cell: 600.— bbox=[116, 1127, 144, 1138]
table-cell: Ἐταιρειῶν bbox=[236, 965, 285, 976]
table-cell: 10.75 bbox=[256, 745, 285, 757]
table-cell: 1960.— bbox=[252, 1150, 285, 1161]
